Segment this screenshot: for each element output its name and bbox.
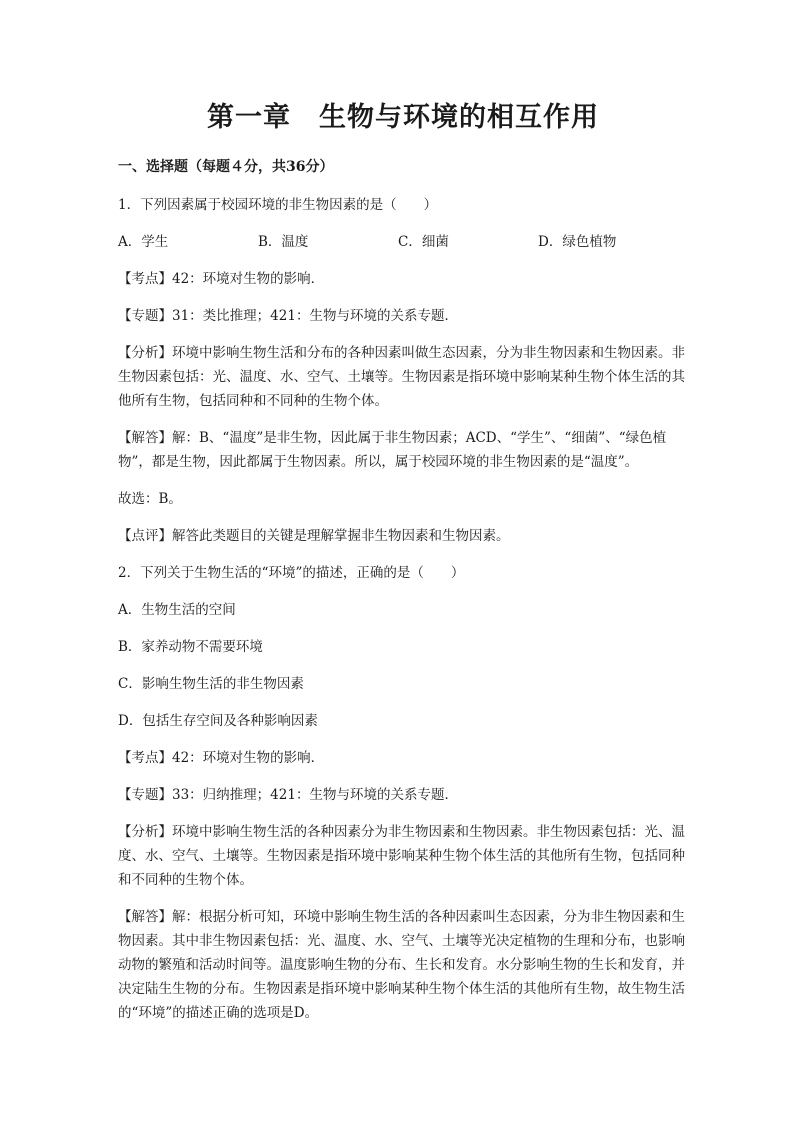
question-1-zhuanti: 【专题】31：类比推理；421：生物与环境的关系专题．: [118, 308, 458, 324]
question-1-fenxi: 【分析】环境中影响生物生活和分布的各种因素叫做生态因素，分为非生物因素和生物因素。非生物因素包括：光、温度、水、空气、土壤等。生物因素是指环境中影响某种生物个体生活的其他所有生物，包括同种和不同种的生物个体。: [118, 345, 685, 409]
question-2-stem: 2．下列关于生物生活的“环境”的描述，正确的是（ ）: [118, 565, 465, 581]
document-page: [118, 100, 688, 1038]
question-1-stem: 1．下列因素属于校园环境的非生物因素的是（ ）: [118, 197, 438, 213]
question-1-jieda: 【解答】解：B、“温度”是非生物，因此属于非生物因素；ACD、“学生”、“细菌”、“绿色植物”，都是生物，因此都属于生物因素。所以，属于校园环境的非生物因素的是“温度”。: [118, 430, 667, 470]
question-1-dianping: 【点评】解答此类题目的关键是理解掌握非生物因素和生物因素。: [118, 528, 510, 544]
question-2-option-b: B．家养动物不需要环境: [118, 639, 263, 655]
question-1-answer: 故选：B。: [118, 491, 182, 507]
question-2-zhuanti: 【专题】33：归纳推理；421：生物与环境的关系专题．: [118, 787, 458, 803]
question-1-option-c: C．细菌: [398, 234, 449, 250]
question-1-options: [118, 230, 688, 254]
question-1-kaodian: 【考点】42：环境对生物的影响．: [118, 271, 325, 287]
chapter-title: 第一章 生物与环境的相互作用: [207, 102, 599, 133]
question-1-option-b: B．温度: [258, 234, 309, 250]
question-2-option-c: C．影响生物生活的非生物因素: [118, 676, 304, 692]
question-2-jieda: 【解答】解：根据分析可知，环境中影响生物生活的各种因素叫生态因素，分为非生物因素和生物因素。其中非生物因素包括：光、温度、水、空气、土壤等光决定植物的生理和分布，也影响动物的繁殖和活动时间等。温度影响生物的分布、生长和发育。水分影响生物的生长和发育，并决定陆生生物的分布。生物因素是指环境中影响某种生物个体生活的其他所有生物，故生物生活的“环境”的描述正确的选项是D。: [118, 909, 685, 1021]
question-2-option-d: D．包括生存空间及各种影响因素: [118, 713, 318, 729]
section-heading: 一、选择题（每题４分，共36分）: [118, 159, 334, 175]
question-1-option-a: A．学生: [118, 234, 169, 250]
question-1-option-d: D．绿色植物: [538, 234, 617, 250]
question-2-fenxi: 【分析】环境中影响生物生活的各种因素分为非生物因素和生物因素。非生物因素包括：光、温度、水、空气、土壤等。生物因素是指环境中影响某种生物个体生活的其他所有生物，包括同种和不同种的生物个体。: [118, 824, 685, 888]
question-2-kaodian: 【考点】42：环境对生物的影响．: [118, 750, 325, 766]
question-2-option-a: A．生物生活的空间: [118, 602, 236, 618]
